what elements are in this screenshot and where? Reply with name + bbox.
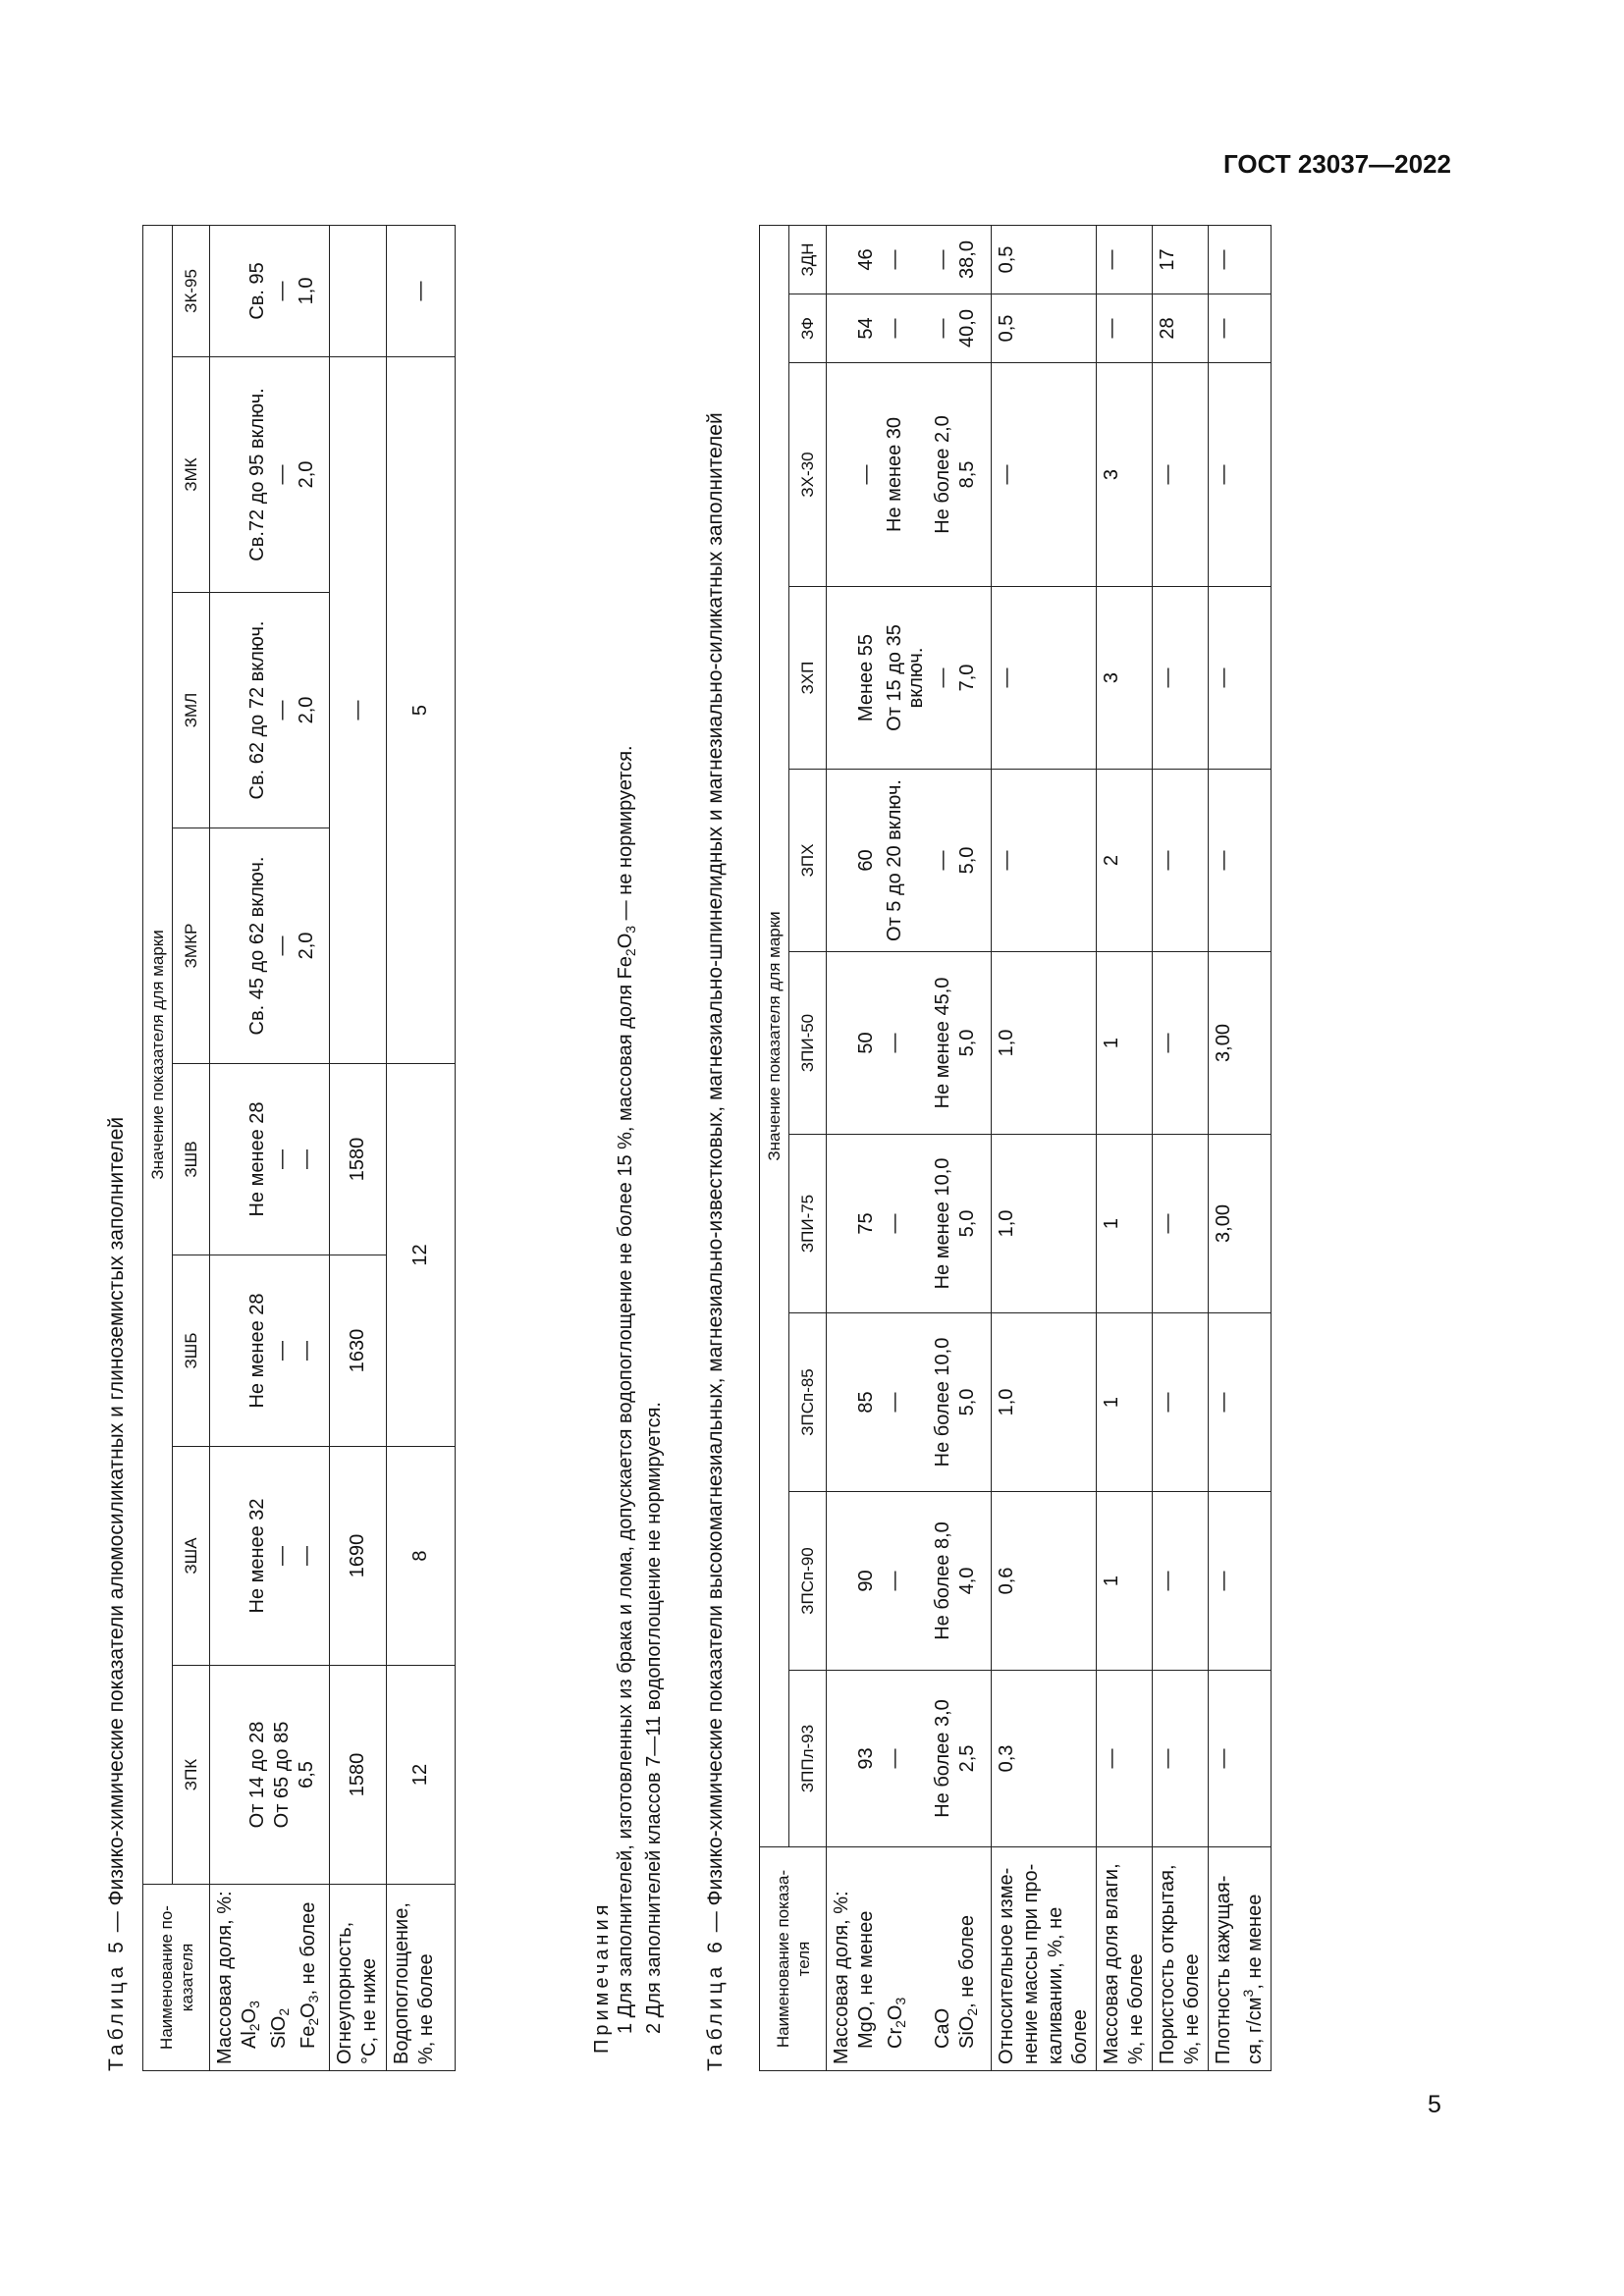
table5-mass-share-label: Массовая доля, %: bbox=[214, 1891, 236, 2064]
table6-cell-mass-share bbox=[827, 1671, 992, 1847]
table6-brand: ЗХП bbox=[789, 587, 827, 770]
table6-cell-mass-share bbox=[827, 363, 992, 587]
table6-cell-mass-share bbox=[827, 225, 992, 294]
table6-value: 1,0 bbox=[992, 1135, 1097, 1313]
table6-cell-mass-share bbox=[827, 952, 992, 1135]
table6-brand: ЗПИ-75 bbox=[789, 1135, 827, 1313]
table6-value: 0,6 bbox=[992, 1492, 1097, 1671]
table6-brand: ЗХ-30 bbox=[789, 363, 827, 587]
table5-refr-zshb: 1630 bbox=[330, 1255, 387, 1447]
table6-value: 5,0 bbox=[956, 1388, 978, 1416]
table5-notes bbox=[590, 745, 666, 2054]
table5-brand: ЗША bbox=[173, 1447, 210, 1666]
table6-value: Менее 55 bbox=[855, 633, 877, 722]
table5-brand: ЗШБ bbox=[173, 1255, 210, 1447]
table5-row-water: Водопоглощение, %, не более bbox=[387, 1885, 456, 2071]
table6-value: — bbox=[932, 249, 953, 270]
table6-brand: ЗПИ-50 bbox=[789, 952, 827, 1135]
table6-value: — bbox=[1209, 770, 1272, 952]
table6-value: 7,0 bbox=[956, 664, 978, 692]
table6-value: От 5 до 20 включ. bbox=[884, 779, 905, 941]
table6-value: 0,3 bbox=[992, 1671, 1097, 1847]
table6-value: 2 bbox=[1097, 770, 1153, 952]
rotated-content bbox=[103, 226, 1399, 2071]
table6-value: 38,0 bbox=[956, 240, 978, 279]
table5-water-zsha: 8 bbox=[387, 1447, 456, 1666]
table6-name-header: Наименование показа-теля bbox=[760, 1847, 827, 2071]
table5-group-header: Значение показателя для марки bbox=[143, 225, 173, 1884]
table6-value: — bbox=[1209, 294, 1272, 363]
table6-cell-mass-share bbox=[827, 770, 992, 952]
table5-refr-zshv: 1580 bbox=[330, 1064, 387, 1255]
mgo-label: MgO, не менее bbox=[855, 1910, 877, 2049]
sio2-label: SiO$_2$, не более bbox=[956, 1914, 980, 2049]
table6-value: — bbox=[1153, 363, 1209, 587]
table6-value: 75 bbox=[855, 1212, 877, 1235]
table6-value: 90 bbox=[855, 1570, 877, 1592]
table5-brand: ЗМКР bbox=[173, 828, 210, 1064]
table6-value: 54 bbox=[855, 317, 877, 340]
notes-heading: Примечания bbox=[591, 1900, 613, 2054]
table6-value: — bbox=[1097, 294, 1153, 363]
table6-value: Не менее 45,0 bbox=[932, 977, 953, 1109]
table5-refr-zmkr-zmk: — bbox=[330, 357, 387, 1064]
cr2o3-label: $Cr_2O_3$ bbox=[885, 1997, 908, 2049]
table6-row-mass-share bbox=[827, 1847, 992, 2071]
table6-value: Не более 10,0 bbox=[932, 1337, 953, 1468]
table6-value: — bbox=[884, 318, 905, 339]
table5-water-zpk: 12 bbox=[387, 1666, 456, 1885]
table6-value: — bbox=[1209, 225, 1272, 294]
table6-caption-text: — Физико-химические показатели высокомагнезиальных, магнезиально-известковых, магнезиально-шпинелидных и магнезиально-силикатных заполнителей bbox=[704, 412, 727, 1939]
table6-cell-mass-share bbox=[827, 1135, 992, 1313]
table6-value: — bbox=[932, 318, 953, 339]
table6-value: 28 bbox=[1153, 294, 1209, 363]
table6-value: — bbox=[1209, 1313, 1272, 1492]
table5-cell-zmk: Св.72 до 95 включ. — 2,0 bbox=[210, 357, 330, 593]
table6-value: — bbox=[992, 770, 1097, 952]
table6-brand: ЗДН bbox=[789, 225, 827, 294]
cao-label: CaO bbox=[932, 2007, 953, 2049]
table6-value: Не менее 10,0 bbox=[932, 1157, 953, 1290]
table6-value: Не более 2,0 bbox=[932, 415, 953, 534]
table6-value: 5,0 bbox=[956, 846, 978, 875]
table6-value: — bbox=[1097, 1671, 1153, 1847]
table6-value: — bbox=[1153, 1492, 1209, 1671]
table6-value: 8,5 bbox=[956, 460, 978, 489]
table6-value: 1,0 bbox=[992, 952, 1097, 1135]
table5-row-refractoriness: Огнеупорность, °С, не ниже bbox=[330, 1885, 387, 2071]
table6-caption-prefix: Таблица 6 bbox=[704, 1938, 727, 2071]
table6-value: 1 bbox=[1097, 1313, 1153, 1492]
table5-water-zmkr-zmk: 5 bbox=[387, 357, 456, 1064]
table6-caption bbox=[702, 226, 729, 2071]
table5-brand: ЗМЛ bbox=[173, 593, 210, 828]
document-code: ГОСТ 23037—2022 bbox=[1223, 149, 1451, 179]
table6-row-moisture: Массовая доля влаги, %, не более bbox=[1097, 1847, 1153, 2071]
table6-brand: ЗПСп-85 bbox=[789, 1313, 827, 1492]
table6-value: — bbox=[992, 363, 1097, 587]
table5-cell-zml: Св. 62 до 72 включ. — 2,0 bbox=[210, 593, 330, 828]
table6-value: 5,0 bbox=[956, 1029, 978, 1057]
table6-value: — bbox=[932, 850, 953, 871]
table6-value: 3,00 bbox=[1209, 1135, 1272, 1313]
table5-cell-zsha: Не менее 32 — — bbox=[210, 1447, 330, 1666]
table6-value: 1 bbox=[1097, 1135, 1153, 1313]
table6-mass-share-label: Массовая доля, %: bbox=[831, 1891, 852, 2064]
table6-value: 2,5 bbox=[956, 1744, 978, 1773]
table6-value: — bbox=[884, 1213, 905, 1234]
table5-cell-zpk: От 14 до 28 От 65 до 85 6,5 bbox=[210, 1666, 330, 1885]
table5-water-zk95: — bbox=[387, 225, 456, 356]
table6-value: — bbox=[884, 1571, 905, 1591]
table6-value: — bbox=[1153, 952, 1209, 1135]
table6-cell-mass-share bbox=[827, 294, 992, 363]
table6-value: — bbox=[1209, 1492, 1272, 1671]
table5-brand: ЗПК bbox=[173, 1666, 210, 1885]
table6-value: 3 bbox=[1097, 363, 1153, 587]
table6-value: — bbox=[1209, 587, 1272, 770]
table6-group-header: Значение показателя для марки bbox=[760, 225, 789, 1846]
table6-value: — bbox=[1153, 770, 1209, 952]
table6-value: — bbox=[884, 1392, 905, 1413]
table6-row-density: Плотность кажущая-ся, $г/см^3$, не менее bbox=[1209, 1847, 1272, 2071]
table6-value: От 15 до 35 включ. bbox=[884, 624, 927, 731]
fe2o3-label: $Fe_2O_3$, не более bbox=[298, 1901, 321, 2049]
table5-cell-zmkr: Св. 45 до 62 включ. — 2,0 bbox=[210, 828, 330, 1064]
table6-value: 1 bbox=[1097, 952, 1153, 1135]
table6-value: 46 bbox=[855, 248, 877, 271]
table6-value: 60 bbox=[855, 849, 877, 872]
al2o3-label: $Al_2O_3$ bbox=[239, 2001, 262, 2049]
table6-value: 1,0 bbox=[992, 1313, 1097, 1492]
table5-cell-zshb: Не менее 28 — — bbox=[210, 1255, 330, 1447]
table6-row-porosity: Пористость открытая, %, не более bbox=[1153, 1847, 1209, 2071]
table6-brand: ЗПХ bbox=[789, 770, 827, 952]
table6 bbox=[759, 225, 1272, 2071]
table6-value: — bbox=[1153, 587, 1209, 770]
table5-caption-text: — Физико-химические показатели алюмосиликатных и глиноземистых заполнителей bbox=[105, 1116, 128, 1939]
table6-value: 17 bbox=[1153, 225, 1209, 294]
page-number: 5 bbox=[1428, 2091, 1441, 2118]
sio2-label: SiO$_2$ bbox=[268, 2007, 292, 2049]
table6-row-mass-change: Относительное изме-нение массы при про-каливании, %, не более bbox=[992, 1847, 1097, 2071]
table6-brand: ЗППл-93 bbox=[789, 1671, 827, 1847]
table6-value: — bbox=[1097, 225, 1153, 294]
table6-value: 40,0 bbox=[956, 309, 978, 347]
table5-refr-zk95 bbox=[330, 225, 387, 356]
table6-value: — bbox=[932, 667, 953, 688]
table6-value: 93 bbox=[855, 1747, 877, 1770]
note-1: 1 Для заполнителей, изготовленных из брака и лома, допускается водопоглощение не более 15 %, массовая доля $Fe_2O_3$ — не нормируется. bbox=[615, 745, 638, 2034]
table6-value: Не более 3,0 bbox=[932, 1699, 953, 1818]
table6-value: — bbox=[884, 1748, 905, 1769]
table6-value: — bbox=[992, 587, 1097, 770]
table6-value: 50 bbox=[855, 1032, 877, 1054]
table5-brand: ЗМК bbox=[173, 357, 210, 593]
table6-value: 1 bbox=[1097, 1492, 1153, 1671]
table6-value: Не более 8,0 bbox=[932, 1522, 953, 1640]
table6-value: 0,5 bbox=[992, 294, 1097, 363]
table6-value: — bbox=[1209, 363, 1272, 587]
table6-value: 3 bbox=[1097, 587, 1153, 770]
table6-value: — bbox=[1209, 1671, 1272, 1847]
table5-brand: ЗШВ bbox=[173, 1064, 210, 1255]
table5-refr-zsha: 1690 bbox=[330, 1447, 387, 1666]
table6-value: 0,5 bbox=[992, 225, 1097, 294]
table6-cell-mass-share bbox=[827, 1492, 992, 1671]
table5-name-header: Наименование по-казателя bbox=[143, 1885, 210, 2071]
table6-cell-mass-share bbox=[827, 1313, 992, 1492]
table5-row-mass-share bbox=[210, 1885, 330, 2071]
table6-value: — bbox=[1153, 1313, 1209, 1492]
table6-brand: ЗФ bbox=[789, 294, 827, 363]
table6-value: — bbox=[884, 249, 905, 270]
table5-caption bbox=[103, 226, 130, 2071]
table5 bbox=[142, 225, 456, 2071]
table5-water-zshb-zshv: 12 bbox=[387, 1064, 456, 1447]
table5-caption-prefix: Таблица 5 bbox=[105, 1938, 128, 2071]
table6-value: — bbox=[1153, 1135, 1209, 1313]
note-2: 2 Для заполнителей классов 7—11 водопоглощение не нормируется. bbox=[643, 1402, 665, 2034]
table6-value: Не менее 30 bbox=[884, 416, 905, 533]
table6-value: — bbox=[884, 1033, 905, 1053]
table6-value: — bbox=[1153, 1671, 1209, 1847]
table6-brand: ЗПСп-90 bbox=[789, 1492, 827, 1671]
table6-value: 3,00 bbox=[1209, 952, 1272, 1135]
table6-value: 85 bbox=[855, 1391, 877, 1414]
table6-value: 5,0 bbox=[956, 1209, 978, 1238]
table5-refr-zpk: 1580 bbox=[330, 1666, 387, 1885]
table6-value: 4,0 bbox=[956, 1567, 978, 1595]
table5-cell-zshv: Не менее 28 — — bbox=[210, 1064, 330, 1255]
table6-value: — bbox=[855, 464, 877, 485]
table5-cell-zk95: Св. 95 — 1,0 bbox=[210, 225, 330, 356]
table6-cell-mass-share bbox=[827, 587, 992, 770]
table5-brand: ЗК-95 bbox=[173, 225, 210, 356]
